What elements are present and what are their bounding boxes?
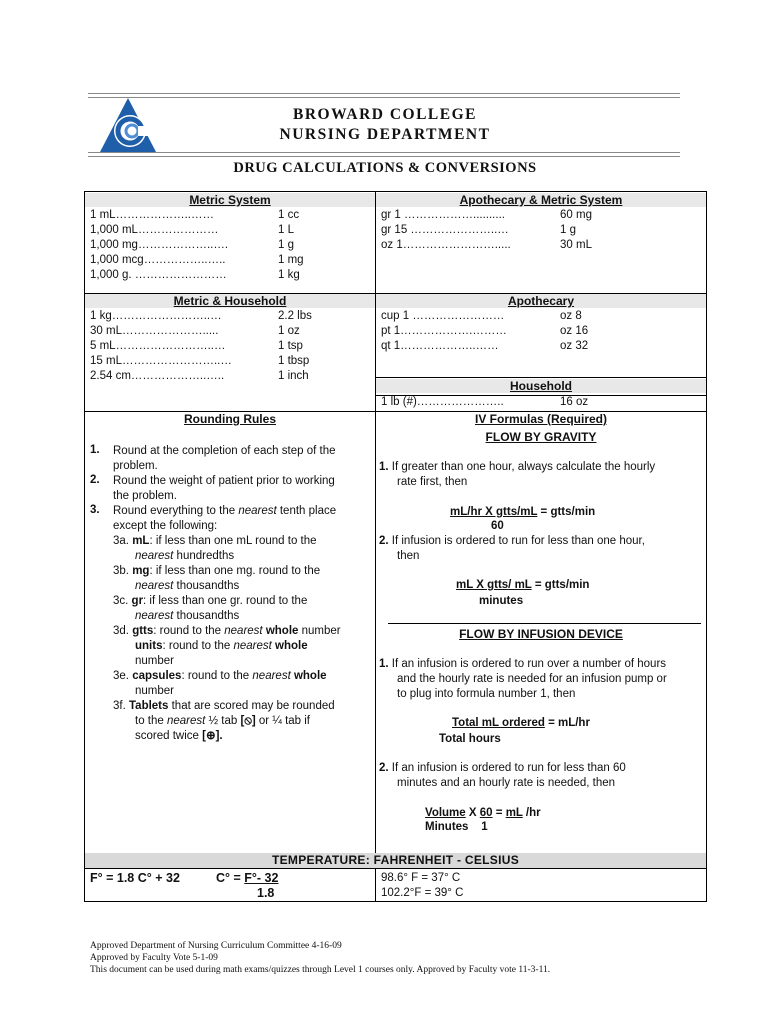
half-tab-symbol: [⦸] bbox=[240, 715, 256, 727]
sub-rule: 3b. mg: if less than one mg. round to the bbox=[113, 565, 321, 577]
footer-approval-2: Approved by Faculty Vote 5-1-09 bbox=[90, 953, 218, 963]
rule-text: Round at the completion of each step of the bbox=[113, 445, 336, 457]
list-item: gr 1 ……………….......... 60 mg bbox=[381, 209, 592, 221]
college-name: BROWARD COLLEGE bbox=[293, 106, 477, 123]
fahrenheit-formula: F° = 1.8 C° + 32 bbox=[90, 871, 180, 885]
rule-text: Round the weight of patient prior to working bbox=[113, 475, 335, 487]
list-item: 5 mL……………………..… 1 tsp bbox=[90, 340, 303, 352]
list-item: 30 mL…………………..... 1 oz bbox=[90, 325, 300, 337]
conversion-sheet bbox=[84, 191, 707, 902]
rule-number: 3. bbox=[90, 504, 100, 516]
iv-formulas-heading: IV Formulas (Required) bbox=[474, 412, 608, 426]
flow-by-infusion-device-title: FLOW BY INFUSION DEVICE bbox=[459, 627, 623, 641]
column-divider bbox=[375, 868, 376, 901]
sub-rule: to the nearest ½ tab [⦸] or ¼ tab if bbox=[135, 715, 311, 727]
sub-rule: nearest thousandths bbox=[135, 580, 240, 592]
formula-ml-minutes-denominator: minutes bbox=[479, 595, 524, 607]
document-title: DRUG CALCULATIONS & CONVERSIONS bbox=[233, 160, 537, 176]
formula-volume-denominator: Minutes 1 bbox=[425, 821, 488, 833]
sub-rule: 3c. gr: if less than one gr. round to the bbox=[113, 595, 308, 607]
header-rule-top bbox=[88, 93, 680, 98]
sub-rule: number bbox=[135, 655, 174, 667]
formula-total-ml-denominator: Total hours bbox=[439, 733, 501, 745]
formula-total-ml: Total mL ordered = mL/hr bbox=[452, 717, 590, 729]
rule-text: problem. bbox=[113, 460, 158, 472]
row-divider bbox=[85, 868, 706, 869]
formula-ml-hr-denominator: 60 bbox=[491, 520, 504, 532]
celsius-formula: C° = F°- 32 bbox=[216, 871, 279, 885]
rule-number: 2. bbox=[90, 474, 100, 486]
list-item: 1,000 mcg……………..….. 1 mg bbox=[90, 254, 304, 266]
device-step-1-cont: and the hourly rate is needed for an infusion pump or bbox=[397, 673, 667, 685]
metric-system-heading: Metric System bbox=[85, 193, 375, 207]
metric-household-heading: Metric & Household bbox=[85, 294, 375, 308]
list-item: 15 mL……………………..… 1 tbsp bbox=[90, 355, 310, 367]
rule-text: the problem. bbox=[113, 490, 177, 502]
device-step-2: 2. If an infusion is ordered to run for less than 60 bbox=[379, 762, 626, 774]
rule-text: Round everything to the nearest tenth place bbox=[113, 505, 337, 517]
department-name: NURSING DEPARTMENT bbox=[279, 126, 491, 143]
gravity-step-1: 1. If greater than one hour, always calculate the hourly bbox=[379, 461, 656, 473]
list-item: pt 1……………….……… oz 16 bbox=[381, 325, 589, 337]
list-item: 1 lb (#)………………….. 16 oz bbox=[381, 396, 589, 408]
sub-rule: 3e. capsules: round to the nearest whole bbox=[113, 670, 327, 682]
row-divider bbox=[375, 377, 706, 378]
sub-rule: nearest thousandths bbox=[135, 610, 240, 622]
quarter-tab-symbol: [⊕]. bbox=[202, 730, 223, 742]
list-item: 1 mL………………..…… 1 cc bbox=[90, 209, 300, 221]
broward-college-logo bbox=[100, 98, 156, 152]
flow-by-gravity-title: FLOW BY GRAVITY bbox=[485, 430, 597, 444]
sub-rule: units: round to the nearest whole bbox=[135, 640, 308, 652]
footer-approval-1: Approved Department of Nursing Curriculum Committee 4-16-09 bbox=[90, 941, 342, 951]
formula-ml-hr: mL/hr X gtts/mL = gtts/min bbox=[450, 506, 596, 518]
rule-text: except the following: bbox=[113, 520, 218, 532]
list-item: cup 1 …………………… oz 8 bbox=[381, 310, 582, 322]
temperature-example: 102.2°F = 39° C bbox=[381, 887, 464, 899]
household-heading: Household bbox=[376, 379, 706, 393]
list-item: 1 kg……………………..… 2.2 lbs bbox=[90, 310, 312, 322]
sub-rule: 3a. mL: if less than one mL round to the bbox=[113, 535, 317, 547]
sub-rule: nearest hundredths bbox=[135, 550, 235, 562]
rounding-rules-heading: Rounding Rules bbox=[184, 412, 276, 426]
device-step-2-cont: minutes and an hourly rate is needed, then bbox=[397, 777, 616, 789]
celsius-formula-denominator: 1.8 bbox=[257, 886, 275, 900]
gravity-step-1-cont: rate first, then bbox=[397, 476, 468, 488]
sub-rule: 3d. gtts: round to the nearest whole number bbox=[113, 625, 341, 637]
formula-volume: Volume X 60 = mL /hr bbox=[425, 807, 541, 819]
list-item: oz 1……………………..... 30 mL bbox=[381, 239, 592, 251]
iv-section-divider bbox=[388, 623, 701, 624]
header-rule-bottom bbox=[88, 152, 680, 157]
device-step-1-cont: to plug into formula number 1, then bbox=[397, 688, 576, 700]
rule-number: 1. bbox=[90, 444, 100, 456]
device-step-1: 1. If an infusion is ordered to run over a number of hours bbox=[379, 658, 667, 670]
list-item: 1,000 g. …………………… 1 kg bbox=[90, 269, 300, 281]
footer-usage-note: This document can be used during math exams/quizzes through Level 1 courses only. Approved by Faculty vote 11-3-11. bbox=[90, 965, 551, 975]
formula-ml-minutes: mL X gtts/ mL = gtts/min bbox=[456, 579, 590, 591]
column-divider bbox=[375, 192, 376, 853]
temperature-heading: TEMPERATURE: FAHRENHEIT - CELSIUS bbox=[85, 853, 706, 868]
gravity-step-2-cont: then bbox=[397, 550, 420, 562]
sub-rule: scored twice [⊕]. bbox=[135, 730, 223, 742]
list-item: 1,000 mL………………… 1 L bbox=[90, 224, 294, 236]
apothecary-metric-heading: Apothecary & Metric System bbox=[376, 193, 706, 207]
temperature-example: 98.6° F = 37° C bbox=[381, 872, 461, 884]
list-item: 2.54 cm………………..….. 1 inch bbox=[90, 370, 309, 382]
list-item: 1,000 mg………………..…. 1 g bbox=[90, 239, 294, 251]
gravity-step-2: 2. If infusion is ordered to run for less than one hour, bbox=[379, 535, 645, 547]
apothecary-heading: Apothecary bbox=[376, 294, 706, 308]
sub-rule: 3f. Tablets that are scored may be rounded bbox=[113, 700, 335, 712]
list-item: qt 1………………..…… oz 32 bbox=[381, 340, 589, 352]
list-item: gr 15 …………………..… 1 g bbox=[381, 224, 576, 236]
sub-rule: number bbox=[135, 685, 174, 697]
